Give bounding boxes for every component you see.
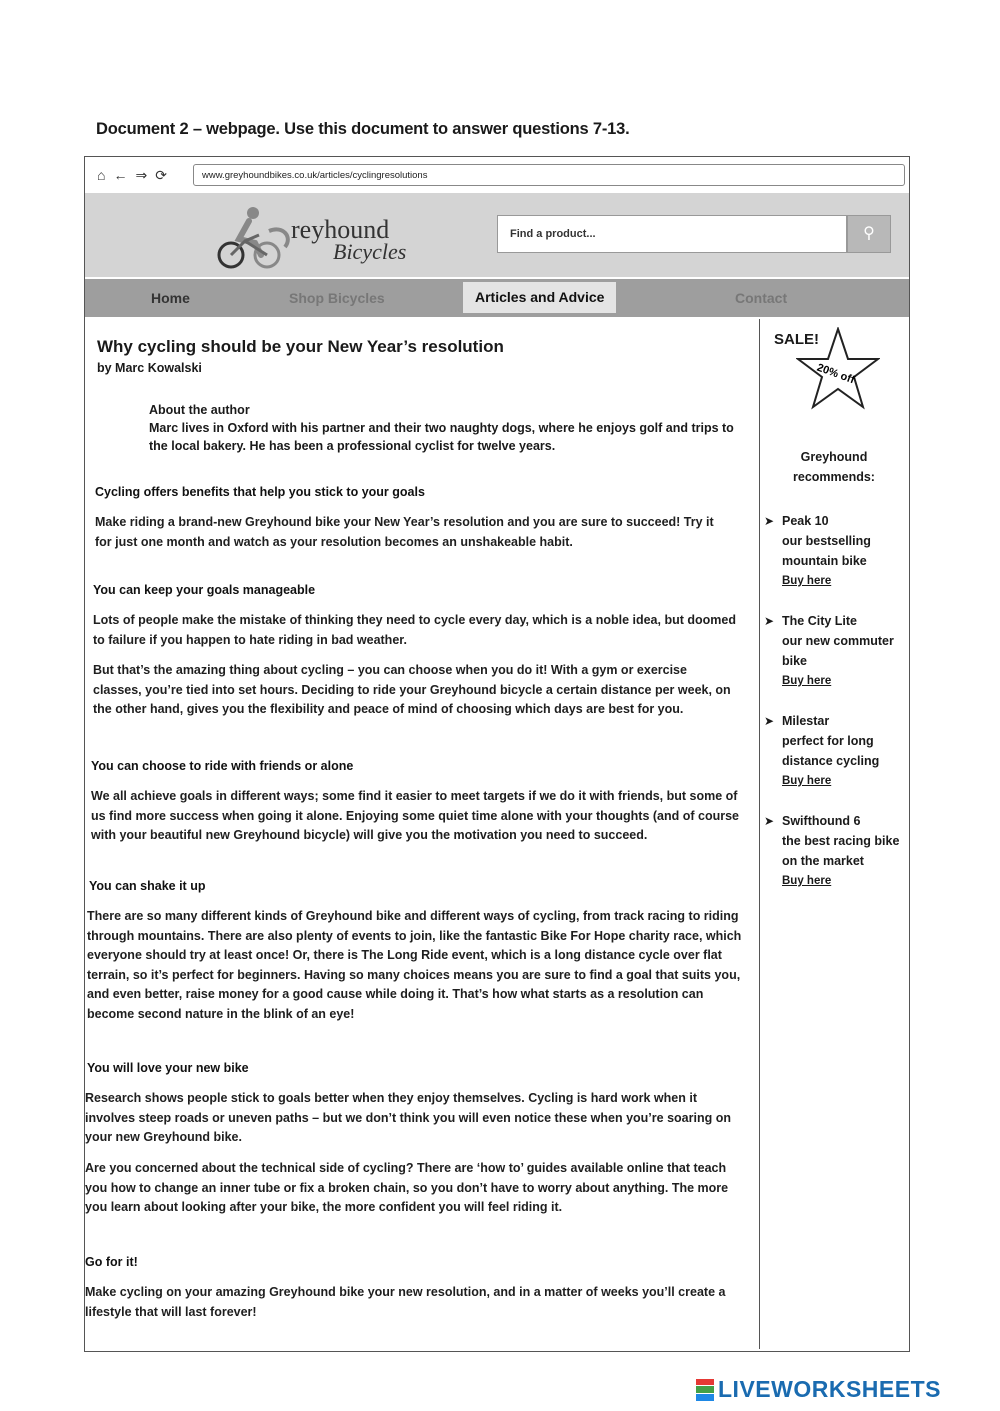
brand-name: reyhound [291, 215, 390, 244]
about-author [149, 401, 749, 455]
back-icon[interactable]: ← [113, 167, 128, 183]
url-bar[interactable]: www.greyhoundbikes.co.uk/articles/cyclingresolutions [193, 164, 905, 186]
product-desc: our bestselling mountain bike [782, 534, 871, 568]
cyclist-icon [209, 201, 299, 271]
recommendation-item [764, 811, 904, 891]
product-desc: the best racing bike on the market [782, 834, 900, 868]
product-desc: perfect for long distance cycling [782, 734, 880, 768]
section-heading: You can choose to ride with friends or alone [91, 759, 354, 773]
sale-star-icon [796, 327, 880, 411]
recommends-heading: Greyhound recommends: [793, 450, 875, 484]
document-title: Document 2 – webpage. Use this document to answer questions 7-13. [96, 120, 630, 138]
site-header [85, 193, 909, 277]
buy-here-link[interactable]: Buy here [782, 875, 832, 887]
search-button[interactable] [847, 215, 891, 253]
product-name: Peak 10 [782, 514, 829, 528]
sidebar [759, 319, 910, 1349]
article-title: Why cycling should be your New Year’s resolution [97, 337, 504, 356]
browser-toolbar [85, 157, 909, 193]
paragraph: But that’s the amazing thing about cycling – you can choose when you do it! With a gym or exercise classes, you’re tied into set hours. Deciding to ride your Greyhound bicycle a certain distance per week, on the other hand, gives you the flexibility and peace of mind of choosing which days are best for you. [93, 663, 731, 716]
article-byline: by Marc Kowalski [97, 361, 202, 375]
product-name: Milestar [782, 714, 830, 728]
forward-icon[interactable]: ⇒ [135, 166, 148, 183]
about-text: Marc lives in Oxford with his partner and their two naughty dogs, where he enjoys golf and trips to the local bakery. He has been a professional cyclist for twelve years. [149, 421, 734, 453]
product-desc: our new commuter bike [782, 634, 894, 668]
buy-here-link[interactable]: Buy here [782, 675, 832, 687]
tab-articles-and-advice[interactable]: Articles and Advice [463, 282, 616, 313]
arrow-icon: ➤ [764, 614, 775, 628]
paragraph: Lots of people make the mistake of thinking they need to cycle every day, which is a noble idea, but doomed to failure if you happen to hate riding in bad weather. [93, 613, 736, 647]
watermark-text: LIVEWORKSHEETS [718, 1376, 941, 1402]
arrow-icon: ➤ [764, 714, 775, 728]
product-name: The City Lite [782, 614, 858, 628]
search-icon: ⚲ [863, 225, 875, 242]
recommendation-item [764, 611, 904, 691]
refresh-icon[interactable]: ⟳ [155, 166, 167, 183]
buy-here-link[interactable]: Buy here [782, 775, 832, 787]
paragraph: Make cycling on your amazing Greyhound bike your new resolution, and in a matter of weeks you’ll create a lifestyle that will last forever! [85, 1285, 726, 1319]
paragraph: There are so many different kinds of Greyhound bike and different ways of cycling, from track racing to riding through mountains. There are also plenty of events to join, like the fantastic Bike For Hope charity race, which everyone should try at least once! Or, there is The Long Ride event, which is a long distance cycle over flat terrain, so it’s perfect for beginners. Having so many choices means you are sure to find a goal that suits you, and even better, raise money for a good cause while doing it. That’s how what starts as a resolution can become second nature in the blink of an eye! [87, 909, 742, 1021]
paragraph: We all achieve goals in different ways; some find it easier to meet targets if we do it with friends, but some of us find more success when going it alone. Enjoying some quiet time alone with your thoughts (and of course with your beautiful new Greyhound bicycle) will give you the motivation you need to succeed. [91, 789, 739, 842]
section-heading: You can keep your goals manageable [93, 583, 316, 597]
section-heading: You will love your new bike [87, 1061, 249, 1075]
paragraph: Research shows people stick to goals better when they enjoy themselves. Cycling is hard work when it involves steep roads or uneven paths – but we don’t think you will even notice these when you’re soaring on your new Greyhound bike. [85, 1091, 731, 1144]
sale-label: SALE! [774, 331, 819, 348]
greyhound-logo[interactable] [209, 201, 439, 271]
recommendation-item [764, 511, 904, 591]
tab-contact[interactable]: Contact [735, 290, 788, 306]
buy-here-link[interactable]: Buy here [782, 575, 832, 587]
webpage-frame [84, 156, 910, 1352]
arrow-icon: ➤ [764, 814, 775, 828]
liveworksheets-watermark [696, 1376, 941, 1403]
paragraph: Are you concerned about the technical side of cycling? There are ‘how to’ guides available online that teach you how to change an inner tube or fix a broken chain, so you don’t have to worry about anything. The more you learn about looking after your bike, the more confident you will feel riding it. [85, 1161, 729, 1214]
search-input[interactable]: Find a product... [497, 215, 847, 253]
home-icon[interactable]: ⌂ [97, 167, 106, 183]
paragraph: Make riding a brand-new Greyhound bike your New Year’s resolution and you are sure to succeed! Try it for just one month and watch as your resolution becomes an unshakeable habit. [95, 515, 714, 549]
tab-shop-bicycles[interactable]: Shop Bicycles [289, 290, 385, 306]
tab-home[interactable]: Home [151, 290, 190, 306]
sale-badge: 20% off [815, 361, 857, 387]
arrow-icon: ➤ [764, 514, 775, 528]
section-heading: Go for it! [85, 1255, 138, 1269]
product-name: Swifthound 6 [782, 814, 861, 828]
recommendation-item [764, 711, 904, 791]
main-nav [85, 279, 909, 317]
brand-subtitle: Bicycles [333, 239, 407, 264]
section-heading: You can shake it up [89, 879, 206, 893]
section-heading: Cycling offers benefits that help you stick to your goals [95, 485, 425, 499]
about-heading: About the author [149, 403, 250, 417]
liveworksheets-logo-icon [696, 1379, 714, 1401]
